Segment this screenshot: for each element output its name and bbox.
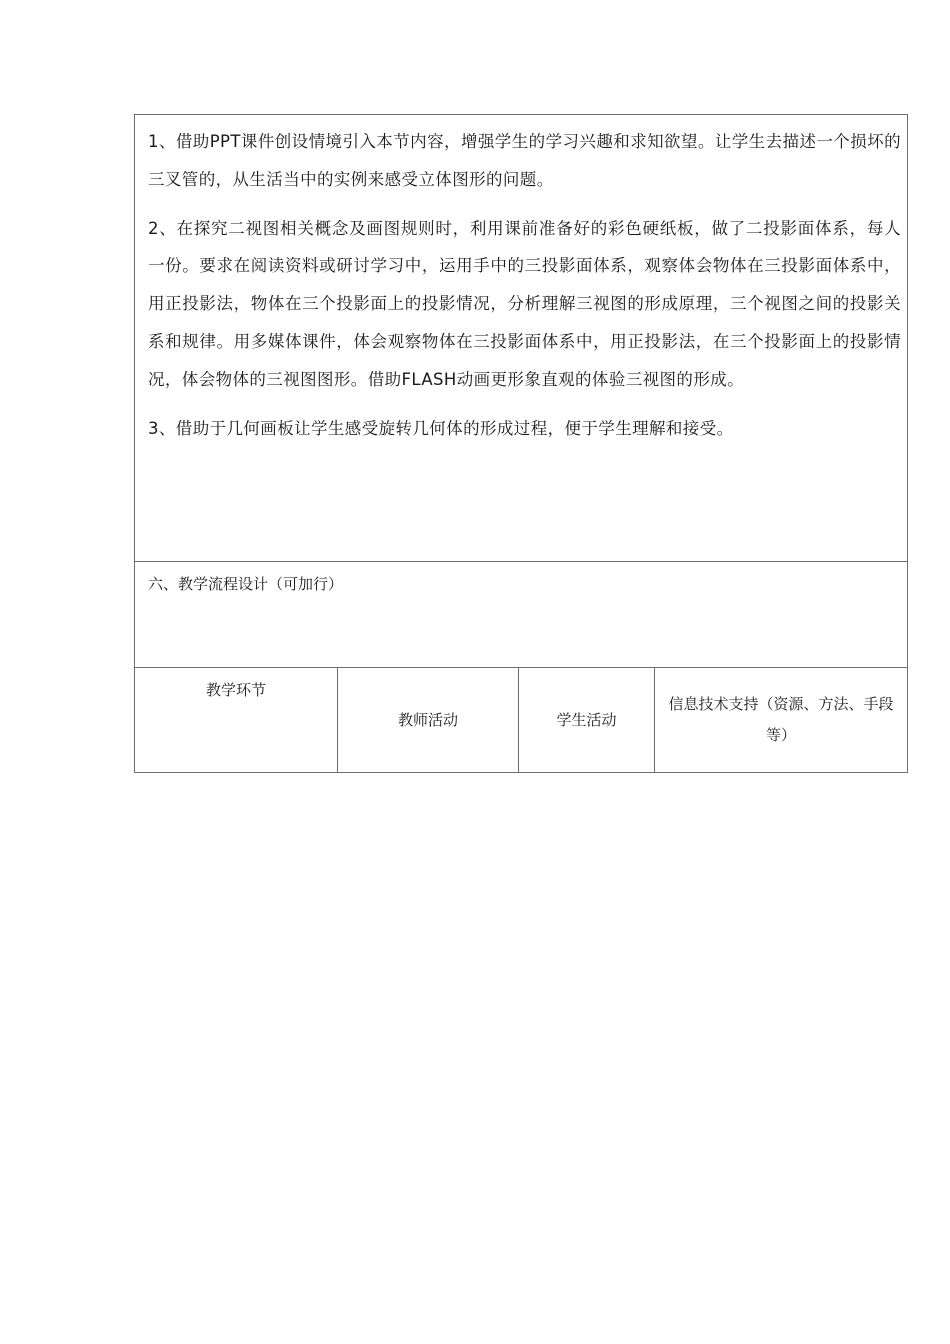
teaching-methods-cell (135, 115, 908, 562)
header-student-activity: 学生活动 (519, 668, 655, 773)
lesson-plan-table (134, 114, 908, 773)
method-paragraph-1: 1、借助PPT课件创设情境引入本节内容，增强学生的学习兴趣和求知欲望。让学生去描述一个损坏的三叉管的，从生活当中的实例来感受立体图形的问题。 (148, 132, 901, 189)
section-6-title: 六、教学流程设计（可加行） (135, 562, 908, 668)
header-teacher-activity: 教师活动 (338, 668, 519, 773)
flow-header-row (135, 668, 908, 773)
section-title-row (135, 562, 908, 668)
header-teaching-stage: 教学环节 (135, 668, 338, 773)
method-paragraph-2: 2、在探究二视图相关概念及画图规则时，利用课前准备好的彩色硬纸板，做了二投影面体系，每人一份。要求在阅读资料或研讨学习中，运用手中的三投影面体系，观察体会物体在三投影面体系中，用正投影法，物体在三个投影面上的投影情况，分析理解三视图的形成原理，三个视图之间的投影关系和规律。用多媒体课件，体会观察物体在三投影面体系中，用正投影法，在三个投影面上的投影情况，体会物体的三视图图形。借助FLASH动画更形象直观的体验三视图的形成。 (148, 218, 901, 389)
method-paragraph-3: 3、借助于几何画板让学生感受旋转几何体的形成过程，便于学生理解和接受。 (148, 418, 734, 438)
header-it-support: 信息技术支持（资源、方法、手段等） (655, 668, 908, 773)
methods-row (135, 115, 908, 562)
